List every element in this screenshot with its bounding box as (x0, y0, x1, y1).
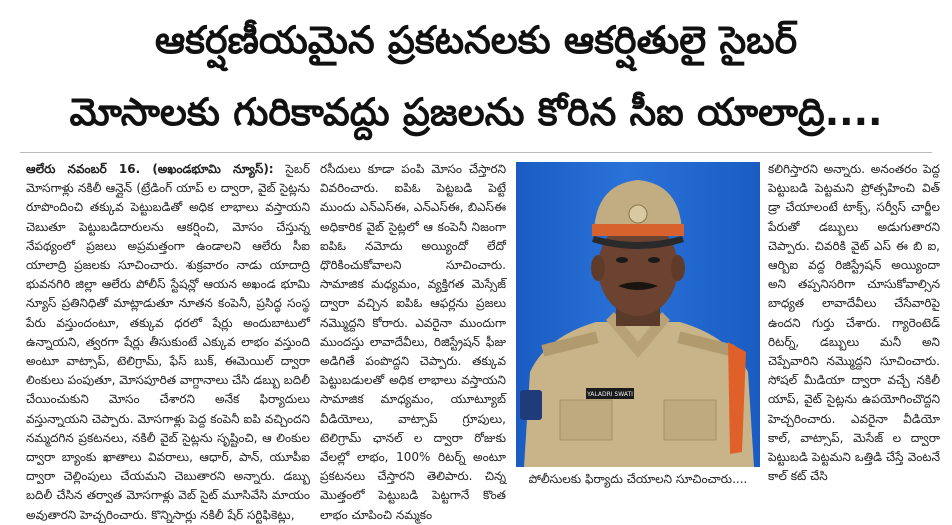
right-ear (671, 255, 685, 281)
column-1-text: సైబర్ మోసగాళ్లు నకిలీ ఆన్లైన్ (ట్రేడింగ్ యాప్ ల ద్వారా, వైబ్ సైట్లను రూపొందించి తక్కువ పెట్టుబడితో అధిక లాభాలు వస్తాయని చెబుతూ పెట్టుబడిదారులను ఆకర్షించి, మోసం చేస్తున్న నేపథ్యంలో ప్రజలు అప్రమత్తంగా ఉండాలని ఆలేరు సీఐ యాలాద్రి ప్రజలకు సూచించారు. శుక్రవారం నాడు యాదాద్రి భువనగిరి జిల్లా ఆలేరు పోలీస్ స్టేషన్లో ఆయన అఖండ భూమి న్యూస్ ప్రతినిధితో మాట్లాడుతూ నూతన కంపెనీ, ప్రసిద్ధ సంస్థ పేరు వస్తుందంటూ, తక్కువ ధరలో షేర్లు అందుబాటులో ఉన్నాయని, త్వరగా షేర్లు తీసుకుంటే ఎక్కువ లాభం వస్తుంది అంటూ వాట్సాప్, టెలిగ్రామ్, ఫేస్ బుక్, ఈమెయిల్ ద్వారా లింకులు పంపుతూ, మోసపూరిత వాగ్దానాలు చేసి డబ్బు బదిలీ చేయించుకుని మోసం చేశారని అనేక ఫిర్యాదులు వస్తున్నాయని చెప్పారు. మోసగాళ్లు పెద్ద కంపెనీ ఐపి వచ్చిందని నమ్మదగిన ప్రకటనలు, నకిలీ వైబ్ సైట్లను సృష్టించి, ఆ లింకుల ద్వారా బ్యాంకు ఖాతాలు వివరాలు, ఆధార్, పాన్, యూపీఐ ద్వారా చెల్లింపులు చేయమని చెబుతారని అన్నారు. డబ్బు బదిలీ చేసిన తర్వాత మోసగాళ్లు వెబ్ సైట్ మూసివేసి మాయం అవుతారని హెచ్చరించారు. కొన్నిసార్లు నకిలీ షేర్ సర్టిఫికెట్లు, (26, 162, 310, 522)
dateline: ఆలేరు నవంబర్ 16. (అఖండభూమి న్యూస్): (26, 162, 274, 176)
left-pocket (560, 400, 612, 440)
article-column-4 (768, 160, 940, 500)
arm-badge (520, 390, 542, 420)
headline (0, 0, 952, 152)
officer-photo (516, 162, 760, 467)
cap-badge (629, 205, 647, 223)
left-ear (591, 255, 605, 281)
cap-band (592, 224, 684, 236)
column-2-text: రసీదులు కూడా పంపి మోసం చేస్తారని వివరించారు. ఐపిఓ పెట్టబడి పెట్టే ముందు ఎన్ఎస్ఈ, ఎన్ఎస్ఈ, బిఎస్ఈ అధికారిక వైబ్ సైట్లలో ఆ కంపెనీ నిజంగా ఐపిఓ నమోదు అయ్యిందో లేదో ధొరికించుకోవాలని సూచించారు. సామాజిక మధ్యమం, వ్యక్తిగత మెస్సేజ్ ద్వారా వచ్చిన ఐపిఓ ఆఫర్లను ప్రజలు నమ్మొద్దని కోరారు. ఎవరైనా ముందుగా ముందస్తు లావాదేవీలు, రిజిస్ట్రేషన్ ఫీజు అడిగితే పంపొద్దని చెప్పారు. తక్కువ పెట్టుబడులతో అధిక లాభాలు వస్తాయని సామాజిక మాధ్యమం, యూట్యూబ్ వీడియోలు, వాట్సాప్ గ్రూపులు, టెలిగ్రామ్ ఛానల్ ల ద్వారా రోజుకు వేలల్లో లాభం, 100% రిటర్న్ అంటూ ప్రకటనలు చేస్తారని తెలిపారు. చిన్న మొత్తంలో పెట్టుబడి పెట్టగానే కొంత లాభం చూపించి నమ్మకం (320, 162, 506, 522)
column-4-text: కలిగిస్తారని అన్నారు. అనంతరం పెద్ద పెట్టుబడి పెట్టమని ప్రోత్సహించి విత్ డ్రా చేయాలంటే టాక్స్, సర్వీస్ చార్జీల పేరుతో డబ్బులు అడుగుతారని చెప్పారు. చివరికి వైట్ ఎస్ ఈ బి ఐ, ఆర్బిఐ వద్ద రిజిస్ట్రేషన్ అయ్యిందా అని తప్పనిసరిగా చూసుకోవాల్సిన బాధ్యత లావాదేవీలు చేసేవారిపై ఉందని గుర్తు చేశారు. గ్యారెంటెడ్ రిటర్న్, డబ్బులు మనీ అని చెప్పేవారిని నమ్మొద్దని సూచించారు. సోషల్ మీడియా ద్వారా వచ్చే నకిలీ యాప్, వైట్ సైట్లను ఉపయోగించొద్దని హెచ్చరించారు. ఎవరైనా వీడియో కాల్, వాట్సాప్, మెసేజ్ ల ద్వారా పెట్టుబడి పెట్టమని ఒత్తిడి చేస్తే వెంటనే కాల్ కట్ చేసి (768, 162, 940, 484)
photo-caption-line: పోలీసులకు ఫిర్యాదు చేయాలని సూచించారు.... (528, 472, 748, 486)
right-pocket (664, 400, 716, 440)
right-eye (648, 257, 660, 263)
article-column-1 (26, 160, 310, 522)
article-column-2 (320, 160, 506, 522)
name-tag-text: YALADRI SWATI (587, 391, 633, 398)
left-eye (616, 257, 628, 263)
headline-line-2: మోసాలకు గురికావద్దు ప్రజలను కోరిన సీఐ యాలాద్రి.... (69, 90, 883, 134)
headline-divider (20, 152, 932, 153)
officer-portrait (516, 162, 760, 467)
headline-line-1: ఆకర్షణీయమైన ప్రకటనలకు ఆకర్షితులై సైబర్ (154, 18, 798, 62)
